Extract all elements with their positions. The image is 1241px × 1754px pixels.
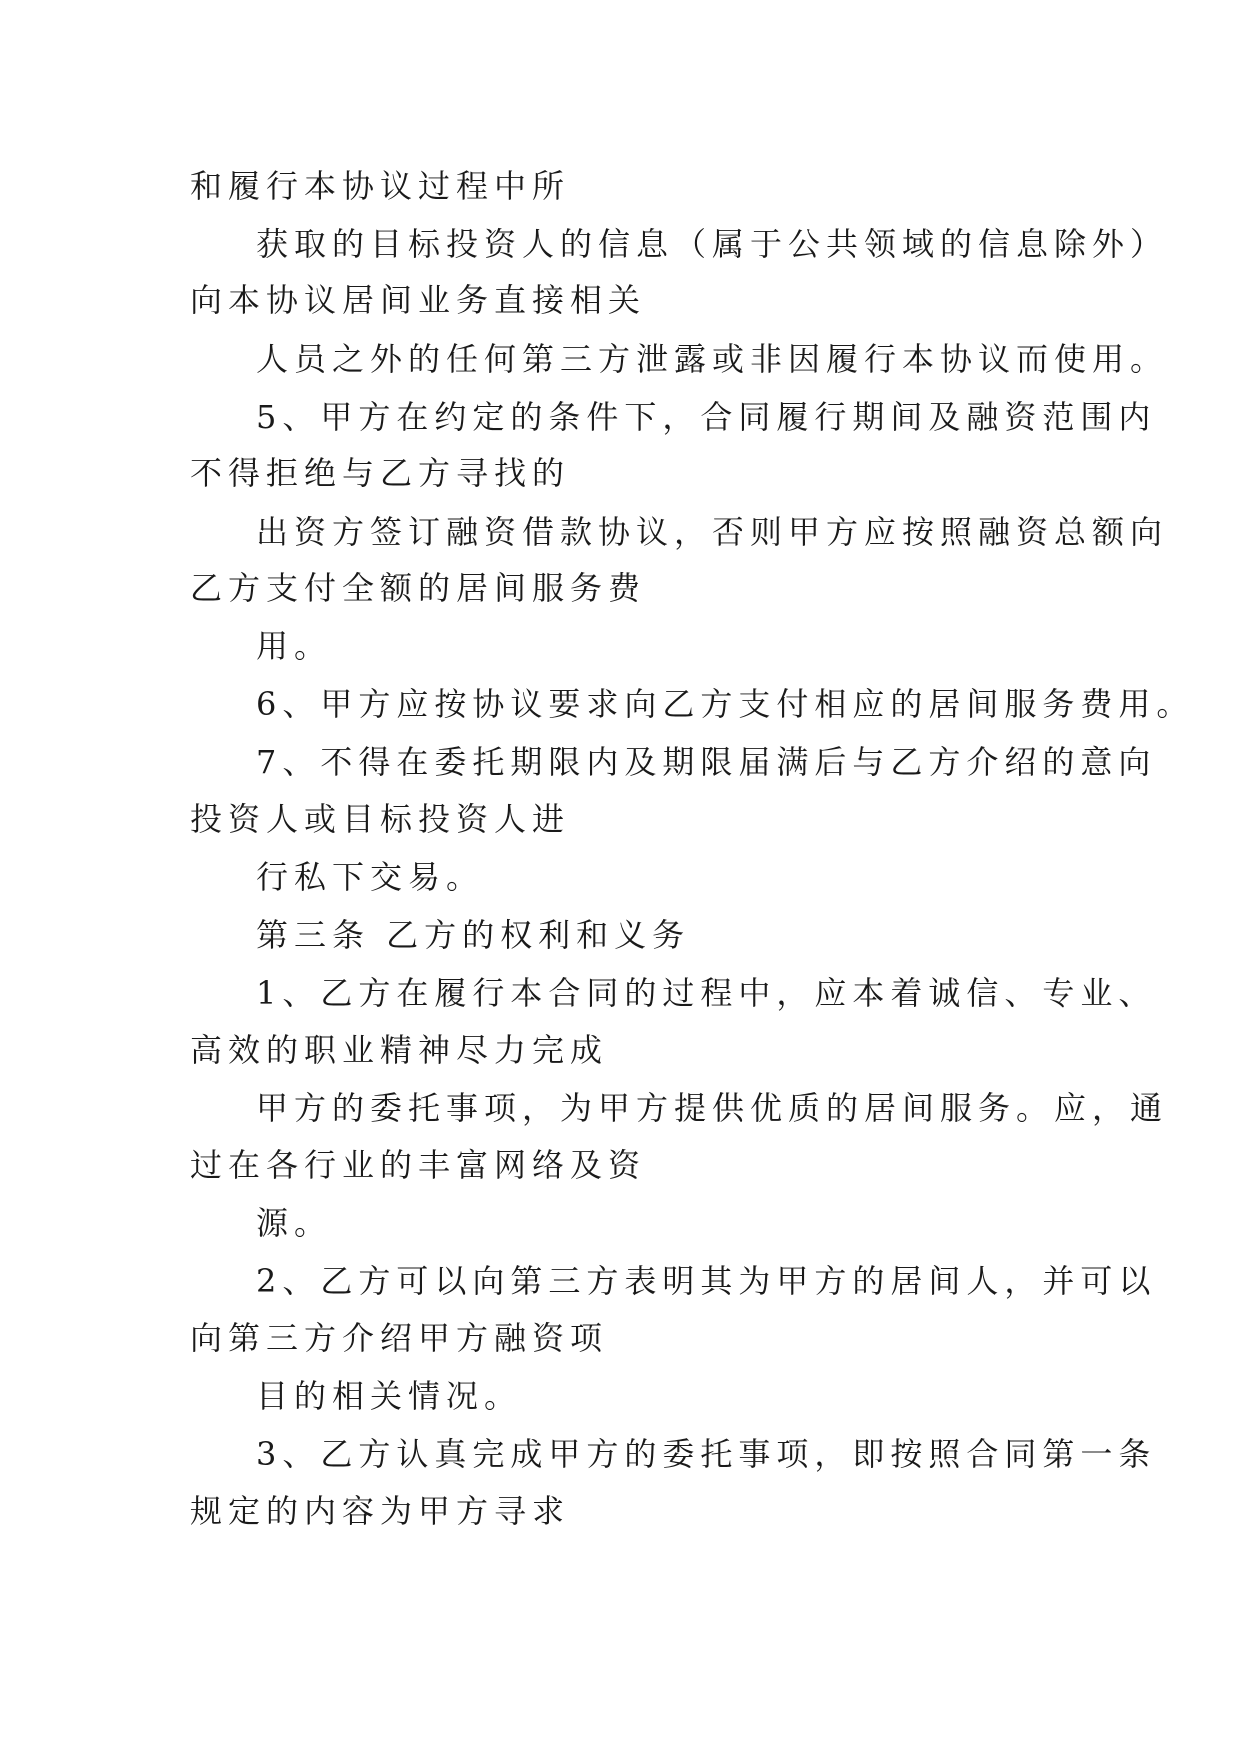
text-line-12: 投资人或目标投资人进 [190,800,571,838]
text-line-1: 和履行本协议过程中所 [190,167,571,205]
text-line-23: 3、乙方认真完成甲方的委托事项，即按照合同第一条 [256,1435,1157,1473]
text-line-17: 甲方的委托事项，为甲方提供优质的居间服务。应，通 [256,1089,1169,1127]
text-line-7: 出资方签订融资借款协议，否则甲方应按照融资总额向 [256,513,1169,551]
text-line-24: 规定的内容为甲方寻求 [190,1492,571,1530]
text-line-18: 过在各行业的丰富网络及资 [190,1146,647,1184]
text-line-6: 不得拒绝与乙方寻找的 [190,454,571,492]
text-line-4: 人员之外的任何第三方泄露或非因履行本协议而使用。 [256,340,1169,378]
text-line-2: 获取的目标投资人的信息（属于公共领域的信息除外） [256,225,1169,263]
text-line-8: 乙方支付全额的居间服务费 [190,569,647,607]
text-line-15: 1、乙方在履行本合同的过程中，应本着诚信、专业、 [256,974,1157,1012]
text-line-16: 高效的职业精神尽力完成 [190,1031,609,1069]
text-line-9: 用。 [256,627,333,665]
text-line-3: 向本协议居间业务直接相关 [190,281,647,319]
section-heading: 第三条 乙方的权利和义务 [256,916,691,954]
text-line-10: 6、甲方应按协议要求向乙方支付相应的居间服务费用。 [256,685,1195,723]
text-line-13: 行私下交易。 [256,858,485,896]
text-line-22: 目的相关情况。 [256,1377,523,1415]
text-line-5: 5、甲方在约定的条件下，合同履行期间及融资范围内 [256,398,1157,436]
text-line-20: 2、乙方可以向第三方表明其为甲方的居间人，并可以 [256,1262,1157,1300]
text-line-21: 向第三方介绍甲方融资项 [190,1319,609,1357]
text-line-19: 源。 [256,1204,333,1242]
text-line-11: 7、不得在委托期限内及期限届满后与乙方介绍的意向 [256,743,1157,781]
